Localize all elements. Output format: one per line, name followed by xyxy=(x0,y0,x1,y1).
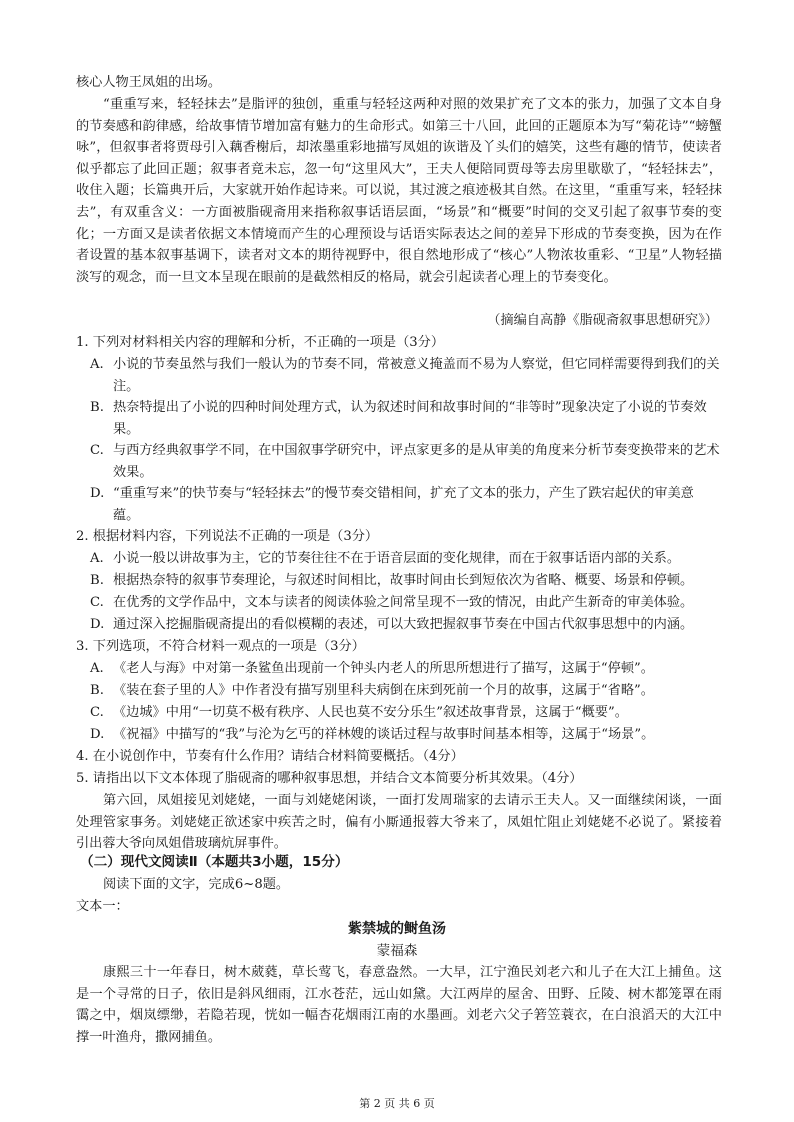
question-2-option-a[interactable] xyxy=(90,548,720,570)
option-text: 热奈特提出了小说的四种时间处理方式，认为叙述时间和故事时间的“非等时”现象决定了小说的节奏效果。 xyxy=(113,400,707,437)
question-1-stem: 1. 下列对材料相关内容的理解和分析，不正确的一项是（3分） xyxy=(76,335,445,350)
option-label: D. xyxy=(90,617,105,632)
question-2-option-d[interactable] xyxy=(90,614,720,636)
option-text: 《祝福》中描写的“我”与沦为乞丐的祥林嫂的谈话过程与故事时间基本相等，这属于“场景”。 xyxy=(113,727,655,742)
question-3-stem: 3. 下列选项，不符合材料一观点的一项是（3分） xyxy=(76,639,365,654)
option-label: A. xyxy=(90,661,104,676)
option-text: 在优秀的文学作品中，文本与读者的阅读体验之间常呈现不一致的情况，由此产生新奇的审美体验。 xyxy=(113,595,694,610)
page-footer: 第 2 页 共 6 页 xyxy=(359,1097,435,1110)
story-title: 紫禁城的鲥鱼汤 xyxy=(348,921,446,937)
passage-paragraph: “重重写来，轻轻抹去”是脂评的独创，重重与轻轻这两种对照的效果扩充了文本的张力，加强了文本自身的节奏感和韵律感，给故事情节增加富有魅力的生命形式。如第三十八回，此回的正题原本为写“菊花诗”“螃蟹咏”，但叙事者将贾母引入藕香榭后，却浓墨重彩地描写凤姐的诙谐及丫头们的嬉笑，这些有趣的情节，使读者似乎都忘了此回正题；叙事者竟未忘，忽一句“这里风大”，王夫人便陪同贾母等去房里歇歇了，“轻轻抹去”，收住入题；长篇典开后，大家就开始作起诗来。可以说，其过渡之痕迹极其自然。在这里，“重重写来，轻轻抹去”，有双重含义：一方面被脂砚斋用来指称叙事话语层面，“场景”和“概要”时间的交叉引起了叙事节奏的变化；一方面又是读者依据文本情境而产生的心理预设与话语实际表达之间的差异下形成的节奏变换，因为在作者设置的基本叙事基调下，读者对文本的期待视野中，很自然地形成了“核心”人物浓妆重彩、“卫星”人物轻描淡写的观念，而一旦文本呈现在眼前的是截然相反的格局，就会引起读者心理上的节奏变化。 xyxy=(76,97,722,285)
option-text: 小说的节奏虽然与我们一般认为的节奏不同，常被意义掩盖而不易为人察觉，但它同样需要得到我们的关注。 xyxy=(113,357,720,394)
text-one-label: 文本一： xyxy=(76,899,129,914)
option-label: D. xyxy=(90,486,105,501)
question-3-option-d[interactable] xyxy=(90,724,720,746)
passage-continuation-line: 核心人物王凤姐的出场。 xyxy=(76,75,222,90)
option-text: 根据热奈特的叙事节奏理论，与叙述时间相比，故事时间由长到短依次为省略、概要、场景和停顿。 xyxy=(113,573,694,588)
story-author: 蒙福森 xyxy=(376,943,418,959)
story-paragraph: 康熙三十一年春日，树木葳蕤，草长莺飞，春意盎然。一大早，江宁渔民刘老六和儿子在大江上捕鱼。这是一个寻常的日子，依旧是斜风细雨，江水苍茫，远山如黛。大江两岸的屋舍、田野、丘陵、树木都笼罩在雨霭之中，烟岚缥缈，若隐若现，恍如一幅杏花烟雨江南的水墨画。刘老六父子箬笠蓑衣，在白浪滔天的大江中撑一叶渔舟，撒网捕鱼。 xyxy=(76,965,722,1045)
question-5-stem: 5. 请指出以下文本体现了脂砚斋的哪种叙事思想，并结合文本简要分析其效果。（4分） xyxy=(76,771,583,786)
option-label: C. xyxy=(90,595,104,610)
option-text: 《边城》中用“一切莫不极有秩序、人民也莫不安分乐生”叙述故事背景，这属于“概要”。 xyxy=(113,705,628,720)
option-text: 小说一般以讲故事为主，它的节奏往往不在于语音层面的变化规律，而在于叙事话语内部的关系。 xyxy=(113,551,681,566)
option-label: C. xyxy=(90,705,104,720)
section-instruction: 阅读下面的文字，完成6~8题。 xyxy=(103,877,290,892)
question-1-option-a[interactable] xyxy=(90,354,720,397)
question-1-option-d[interactable] xyxy=(90,483,720,526)
question-2-option-c[interactable] xyxy=(90,592,720,614)
section-heading: （二）现代文阅读Ⅱ（本题共3小题，15分） xyxy=(80,854,349,870)
passage-source: （摘编自高静《脂砚斋叙事思想研究》） xyxy=(487,313,718,328)
option-text: 《老人与海》中对第一条鲨鱼出现前一个钟头内老人的所思所想进行了描写，这属于“停顿”。 xyxy=(113,661,654,676)
option-label: C. xyxy=(90,443,104,458)
option-label: B. xyxy=(90,573,104,588)
question-1-option-c[interactable] xyxy=(90,440,720,483)
question-4-stem: 4. 在小说创作中，节奏有什么作用？请结合材料简要概括。（4分） xyxy=(76,749,464,764)
question-1-option-b[interactable] xyxy=(90,397,720,440)
option-text: 《装在套子里的人》中作者没有描写别里科夫病倒在床到死前一个月的故事，这属于“省略”。 xyxy=(113,683,654,698)
question-3-option-b[interactable] xyxy=(90,680,720,702)
question-2-stem: 2. 根据材料内容，下列说法不正确的一项是（3分） xyxy=(76,529,379,544)
option-label: B. xyxy=(90,400,104,415)
option-text: 通过深入挖掘脂砚斋提出的看似模糊的表述，可以大致把握叙事节奏在中国古代叙事思想中的内涵。 xyxy=(113,617,694,632)
option-label: A. xyxy=(90,551,104,566)
option-label: D. xyxy=(90,727,105,742)
option-label: A. xyxy=(90,357,104,372)
question-3-option-a[interactable] xyxy=(90,658,720,680)
option-text: “重重写来”的快节奏与“轻轻抹去”的慢节奏交错相间，扩充了文本的张力，产生了跌宕起伏的审美意蕴。 xyxy=(113,486,694,523)
question-5-excerpt: 第六回，凤姐接见刘姥姥，一面与刘姥姥闲谈，一面打发周瑞家的去请示王夫人。又一面继续闲谈，一面处理管家事务。刘姥姥正欲述家中疾苦之时，偏有小厮通报蓉大爷来了，凤姐忙阻止刘姥姥不必说了。紧接着引出蓉大爷向凤姐借玻璃炕屏事件。 xyxy=(76,793,722,852)
option-label: B. xyxy=(90,683,104,698)
option-text: 与西方经典叙事学不同，在中国叙事学研究中，评点家更多的是从审美的角度来分析节奏变换带来的艺术效果。 xyxy=(113,443,720,480)
question-3-option-c[interactable] xyxy=(90,702,720,724)
question-2-option-b[interactable] xyxy=(90,570,720,592)
